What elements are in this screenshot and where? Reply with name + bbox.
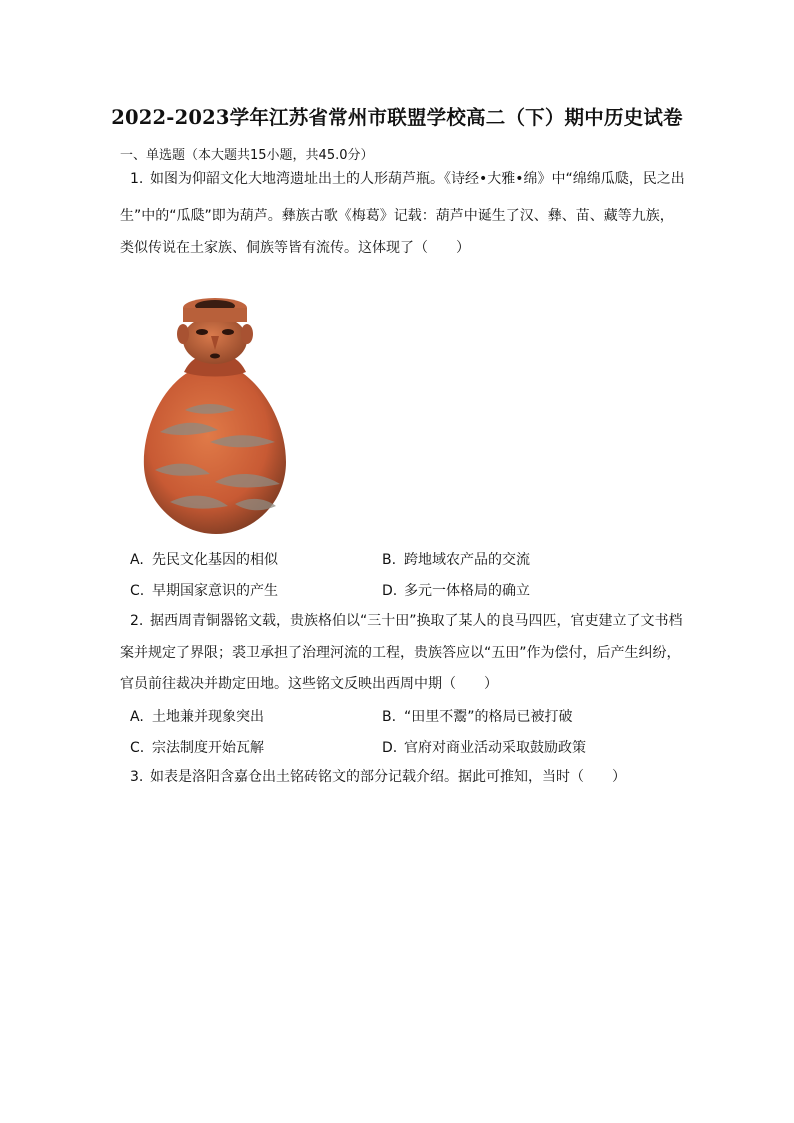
q1-option-d[interactable]: D. 多元一体格局的确立	[382, 583, 530, 599]
gourd-vase-image	[140, 292, 290, 537]
question-2-line-2: 案并规定了界限；裘卫承担了治理河流的工程，贵族答应以“五田”作为偿付，后产生纠纷，	[120, 645, 681, 661]
section-heading: 一、单选题（本大题共15小题，共45.0分）	[120, 148, 374, 163]
q2-option-b[interactable]: B. “田里不鬻”的格局已被打破	[382, 709, 573, 725]
question-1-line-1: 1. 如图为仰韶文化大地湾遗址出土的人形葫芦瓶。《诗经•大雅•绵》中“绵绵瓜瓞，民之出	[120, 163, 710, 195]
question-1-line-2: 生”中的“瓜瓞”即为葫芦。彝族古歌《梅葛》记载：葫芦中诞生了汉、彝、苗、藏等九族，	[120, 208, 674, 224]
question-2-number: 2.	[130, 613, 144, 629]
q2-option-c[interactable]: C. 宗法制度开始瓦解	[130, 740, 264, 756]
question-2-line-3: 官员前往裁决并勘定田地。这些铭文反映出西周中期（ ）	[120, 676, 498, 692]
page-title: 2022-2023学年江苏省常州市联盟学校高二（下）期中历史试卷	[111, 106, 683, 129]
q2-option-d[interactable]: D. 官府对商业活动采取鼓励政策	[382, 740, 586, 756]
question-3-number: 3.	[130, 769, 144, 785]
question-1-line-3: 类似传说在土家族、侗族等皆有流传。这体现了（ ）	[120, 240, 470, 256]
question-2-line-1: 2. 据西周青铜器铭文载，贵族格伯以“三十田”换取了某人的良马四匹，官吏建立了文书档	[120, 605, 710, 637]
q1-option-c[interactable]: C. 早期国家意识的产生	[130, 583, 278, 599]
question-1-number: 1.	[130, 171, 144, 187]
q1-option-b[interactable]: B. 跨地域农产品的交流	[382, 552, 530, 568]
q1-option-a[interactable]: A. 先民文化基因的相似	[130, 552, 278, 568]
question-3-line-1: 3. 如表是洛阳含嘉仓出土铭砖铭文的部分记载介绍。据此可推知，当时（ ）	[120, 761, 710, 793]
q2-option-a[interactable]: A. 土地兼并现象突出	[130, 709, 264, 725]
